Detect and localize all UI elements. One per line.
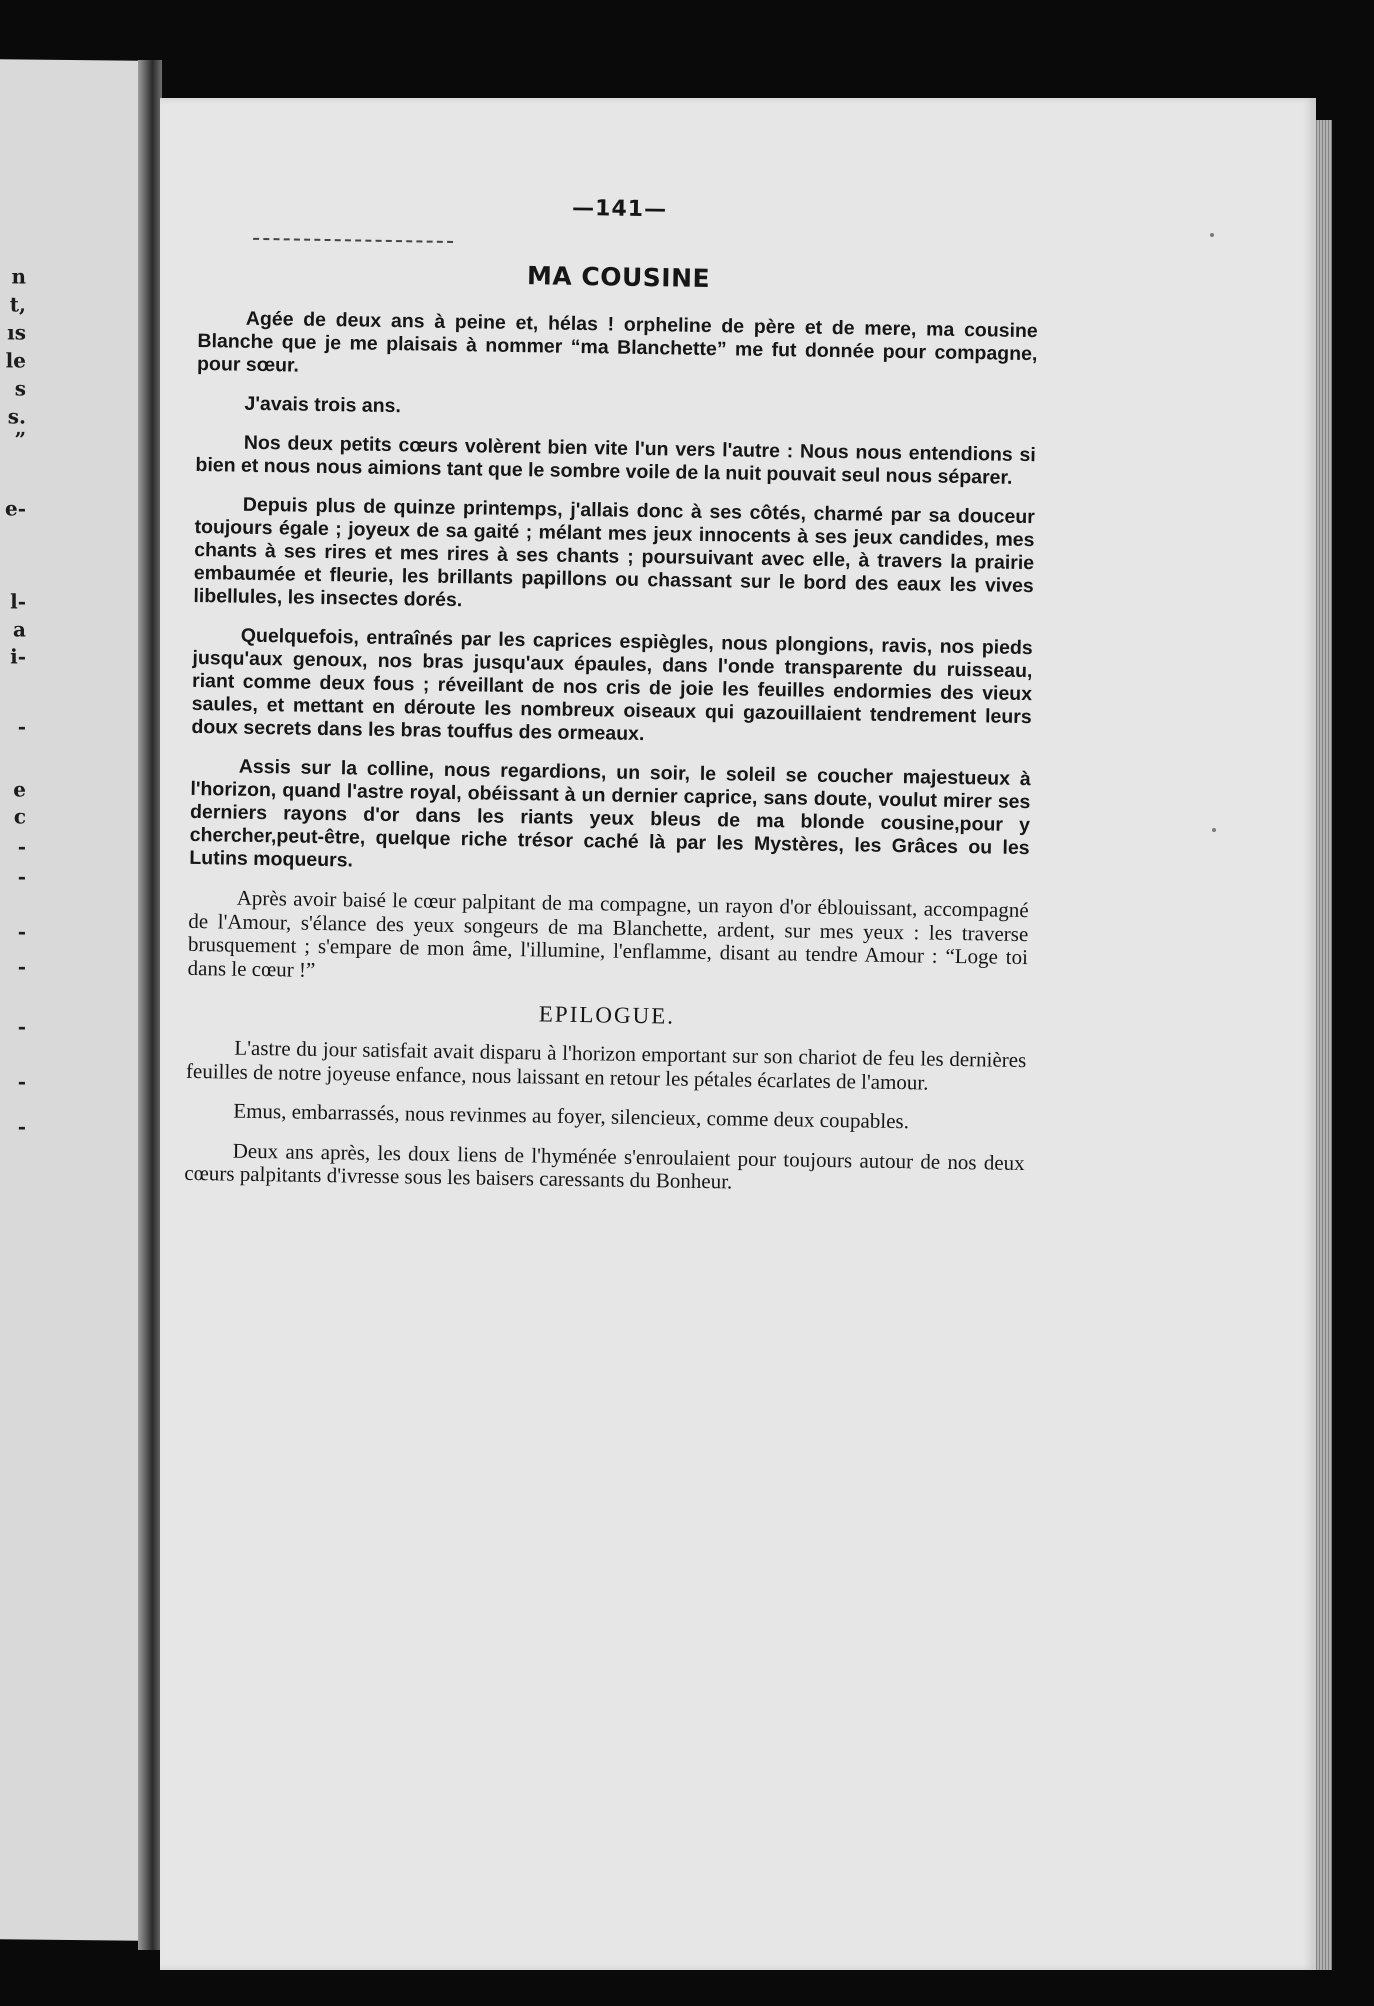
header-rule [253,238,453,246]
left-page-fragment: - [17,1069,26,1094]
left-page-fragment: l- [10,589,26,614]
left-page-fragment: - [17,834,26,859]
paragraph: Agée de deux ans à peine et, hélas ! orpheline de père et de mere, ma cousine Blanche que je me plaisais à nommer “ma Blanchette” me fut donnée pour compagne, pour sœur. [196,307,1038,377]
left-page-fragment: - [17,864,26,889]
left-page-fragment: c [13,804,26,829]
paragraph: Nos deux petits cœurs volèrent bien vite l'un vers l'autre : Nous nous entendions si bien et nous nous aimions tant que le sombre voile de la nuit pouvait seul nous séparer. [195,431,1036,489]
left-page-fragment: ıs [7,320,26,345]
epilogue-paragraph: Emus, embarrassés, nous revinmes au foyer, silencieux, comme deux coupables. [233,1098,910,1134]
left-page-fragment: - [17,714,26,739]
epilogue-paragraph: Deux ans après, les doux liens de l'hyménée s'enroulaient pour toujours autour de nos deux cœurs palpitants d'ivresse sous les baisers caressants du Bonheur. [184,1138,1025,1194]
paragraph: Depuis plus de quinze printemps, j'allais donc à ses côtés, charmé par sa douceur toujours égale ; joyeux de sa gaité ; mélant mes jeux innocents à ses jeux candides, mes chants à ses rires et mes rires à ses chants ; poursuivant avec elle, à travers la prairie embaumée et fleurie, les brillants papillons ou chassant sur le bord des eaux les vives libellules, les insectes dorés. [193,493,1035,612]
left-page-fragment: - [17,919,26,944]
left-page-fragment: e [13,777,26,802]
book-gutter [138,60,162,1950]
paragraph: J'avais trois ans. [244,392,402,418]
left-page-fragment: s [14,376,26,401]
left-facing-page [0,59,140,1940]
epilogue-paragraph: L'astre du jour satisfait avait disparu à l'horizon emportant sur son chariot de feu les dernières feuilles de notre joyeuse enfance, nous laissant en retour les pétales écarlates de l'amour. [185,1035,1027,1095]
speck [1210,233,1214,237]
paragraph: Quelquefois, entraînés par les caprices espiègles, nous plongions, ravis, nos pieds jusqu'aux genoux, nos bras jusqu'aux épaules, dans l'onde transparente du ruisseau, riant comme deux fous ; réveillant de nos cris de joie les feuilles endormies des vieux saules, et mettant en déroute les nombreux oiseaux qui gazouillaient tendrement leurs doux secrets dans les bras touffus des ormeaux. [191,624,1033,746]
paragraph: Assis sur la colline, nous regardions, un soir, le soleil se coucher majestueux à l'horizon, quand l'astre royal, obéissant à un dernier caprice, sans doute, voulut mirer ses derniers rayons d'or dans les riants yeux bleus de ma blonde cousine,pour y chercher,peut-être, quelque riche trésor caché là par les Mystères, les Grâces ou les Lutins moqueurs. [189,755,1031,872]
page-text [184,180,1040,1215]
left-page-fragment: - [17,954,26,979]
left-page-fragment: - [17,1014,26,1039]
paragraph: Après avoir baisé le cœur palpitant de ma compagne, un rayon d'or éblouissant, accompagné de l'Amour, s'élance des yeux songeurs de ma Blanchette, ardent, sur mes yeux : les traverse brusquement ; s'empare de mon âme, l'illumine, l'enflamme, disant au tendre Amour : “Loge toi dans le cœur !” [187,885,1029,982]
speck [1212,828,1216,832]
left-page-fragment: t, [9,292,26,317]
left-page-fragment: a [13,617,26,642]
left-page-fragment: i- [10,644,26,669]
epilogue-title: EPILOGUE. [538,1001,676,1029]
left-page-fragment: s. [7,404,26,429]
page-edge [1314,120,1332,1970]
left-page-fragment: - [17,1114,26,1139]
left-page-fragment: n [11,264,26,289]
page-number: —141— [571,195,668,223]
left-page-fragment: ” [14,427,26,452]
left-page-fragment: le [5,348,26,373]
story-title: MA COUSINE [526,261,711,294]
left-page-fragment: e- [4,496,26,521]
